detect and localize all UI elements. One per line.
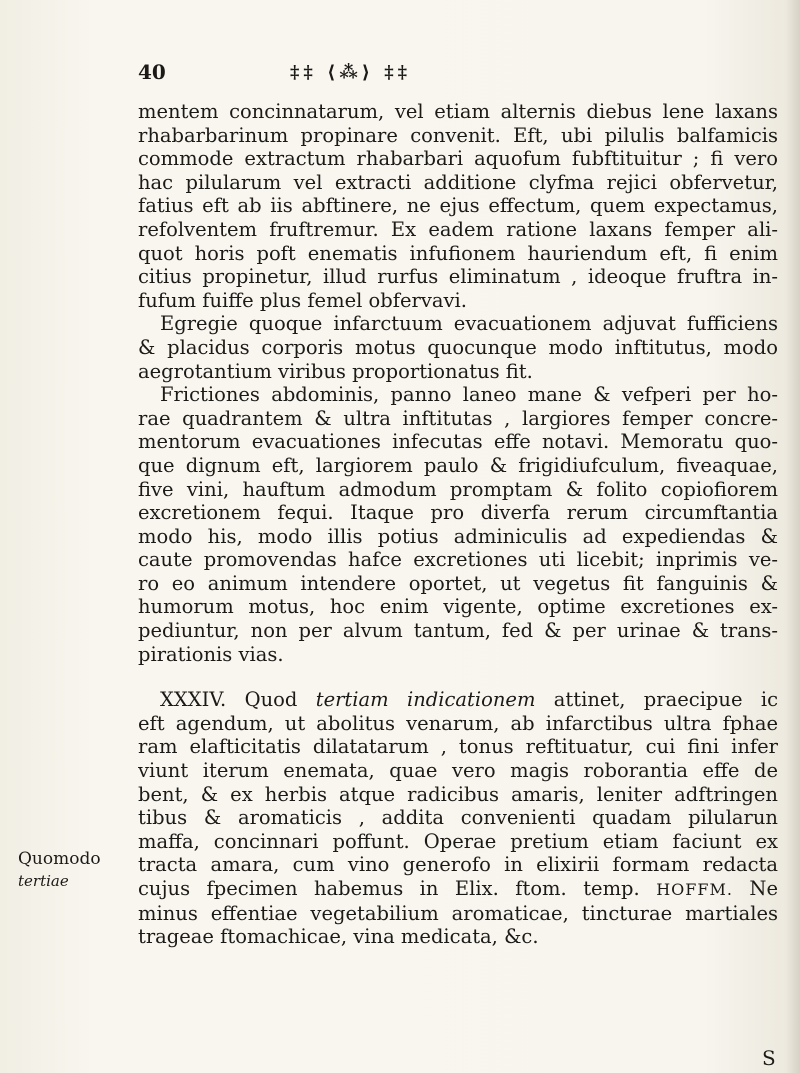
text-line: maffa, concinnari poffunt. Operae pretium etiam faciunt ex <box>138 829 778 853</box>
text-line: pirationis vias. <box>138 642 284 666</box>
section-lead-italic: tertiam indicationem <box>315 688 536 712</box>
text-line: aegrotantium viribus proportionatus fit. <box>138 359 533 383</box>
text-line: tibus & aromaticis , addita convenienti quadam pilularun <box>138 806 778 830</box>
text-line: fufum fuiffe plus femel obfervavi. <box>138 288 467 312</box>
text-line: five vini, hauftum admodum promptam & folito copiofiorem <box>138 477 778 501</box>
text-line: viunt iterum enemata, quae vero magis roborantia effe de <box>138 759 778 783</box>
section-number: XXXIV. <box>160 688 227 712</box>
text-line: hac pilularum vel extracti additione clyfma rejici obfervetur, <box>138 170 778 194</box>
text-line: refolventem fruftremur. Ex eadem ratione laxans femper ali- <box>138 217 778 241</box>
text-line: quot horis poft enematis infufionem hauriendum eft, fi enim <box>138 241 778 265</box>
text-line: mentorum evacuationes infecutas effe notavi. Memoratu quo- <box>138 430 778 454</box>
text-line: eft agendum, ut abolitus venarum, ab infarctibus ultra fphae <box>138 711 778 735</box>
header-ornament: ‡‡ ⟨⁂⟩ ‡‡ <box>290 62 412 83</box>
text-line: tracta amara, cum vino generofo in elixirii formam redacta <box>138 853 778 877</box>
text-line: fatius eft ab iis abftinere, ne ejus effectum, quem expectamus, <box>138 194 778 218</box>
text-line: trageae ftomachicae, vina medicata, &c. <box>138 925 539 949</box>
text-line-with-author <box>138 877 778 902</box>
page-header <box>138 60 778 90</box>
text-line: excretionem fequi. Itaque pro diverfa rerum circumftantia <box>138 501 778 525</box>
text-line: humorum motus, hoc enim vigente, optime excretiones ex- <box>138 595 778 619</box>
text-line: minus effentiae vegetabilium aromaticae, tincturae martiales <box>138 901 778 925</box>
text-line: Egregie quoque infarctuum evacuationem adjuvat fufficiens <box>160 312 778 336</box>
text-line: mentem concinnatarum, vel etiam alternis diebus lene laxans <box>138 100 778 123</box>
text-line: modo his, modo illis potius adminiculis ad expediendas & <box>138 524 778 548</box>
text-line: commode extractum rhabarbari aquofum fubftituitur ; fi vero <box>138 147 778 171</box>
text-fragment: cujus fpecimen habemus in Elix. ftom. temp. <box>138 877 640 900</box>
text-line: Frictiones abdominis, panno laneo mane & vefperi per ho- <box>160 383 778 407</box>
margin-note-line-2: tertiae <box>18 872 69 890</box>
text-fragment: Ne <box>749 877 778 900</box>
page-number: 40 <box>138 60 166 84</box>
signature-mark: S <box>762 1046 776 1070</box>
text-line: rae quadrantem & ultra inftitutas , largiores femper concre- <box>138 406 778 430</box>
text-line: que dignum eft, largiorem paulo & frigidiufculum, fiveaquae, <box>138 453 778 477</box>
margin-note-line-1: Quomodo <box>18 849 101 869</box>
section-lead: Quod <box>244 688 298 712</box>
text-line: rhabarbarinum propinare convenit. Eft, ubi pilulis balfamicis <box>138 123 778 147</box>
text-line: pediuntur, non per alvum tantum, fed & per urinae & trans- <box>138 619 778 643</box>
section-lead-rest: attinet, praecipue ic <box>553 688 778 712</box>
author-abbreviation: HOFFM. <box>656 880 733 899</box>
margin-note <box>18 848 118 892</box>
text-line: bent, & ex herbis atque radicibus amaris, leniter adftringen <box>138 782 778 806</box>
page-edge-shadow <box>786 0 800 1073</box>
text-line: citius propinetur, illud rurfus eliminatum , ideoque fruftra in- <box>138 265 778 289</box>
text-line: ro eo animum intendere oportet, ut vegetus fit fanguinis & <box>138 571 778 595</box>
text-line: & placidus corporis motus quocunque modo inftitutus, modo <box>138 335 778 359</box>
body-text <box>138 100 778 949</box>
text-line: caute promovendas hafce excretiones uti licebit; inprimis ve- <box>138 548 778 572</box>
text-line: ram elafticitatis dilatatarum , tonus reftituatur, cui fini infer <box>138 735 778 759</box>
section-heading-line <box>138 688 778 712</box>
